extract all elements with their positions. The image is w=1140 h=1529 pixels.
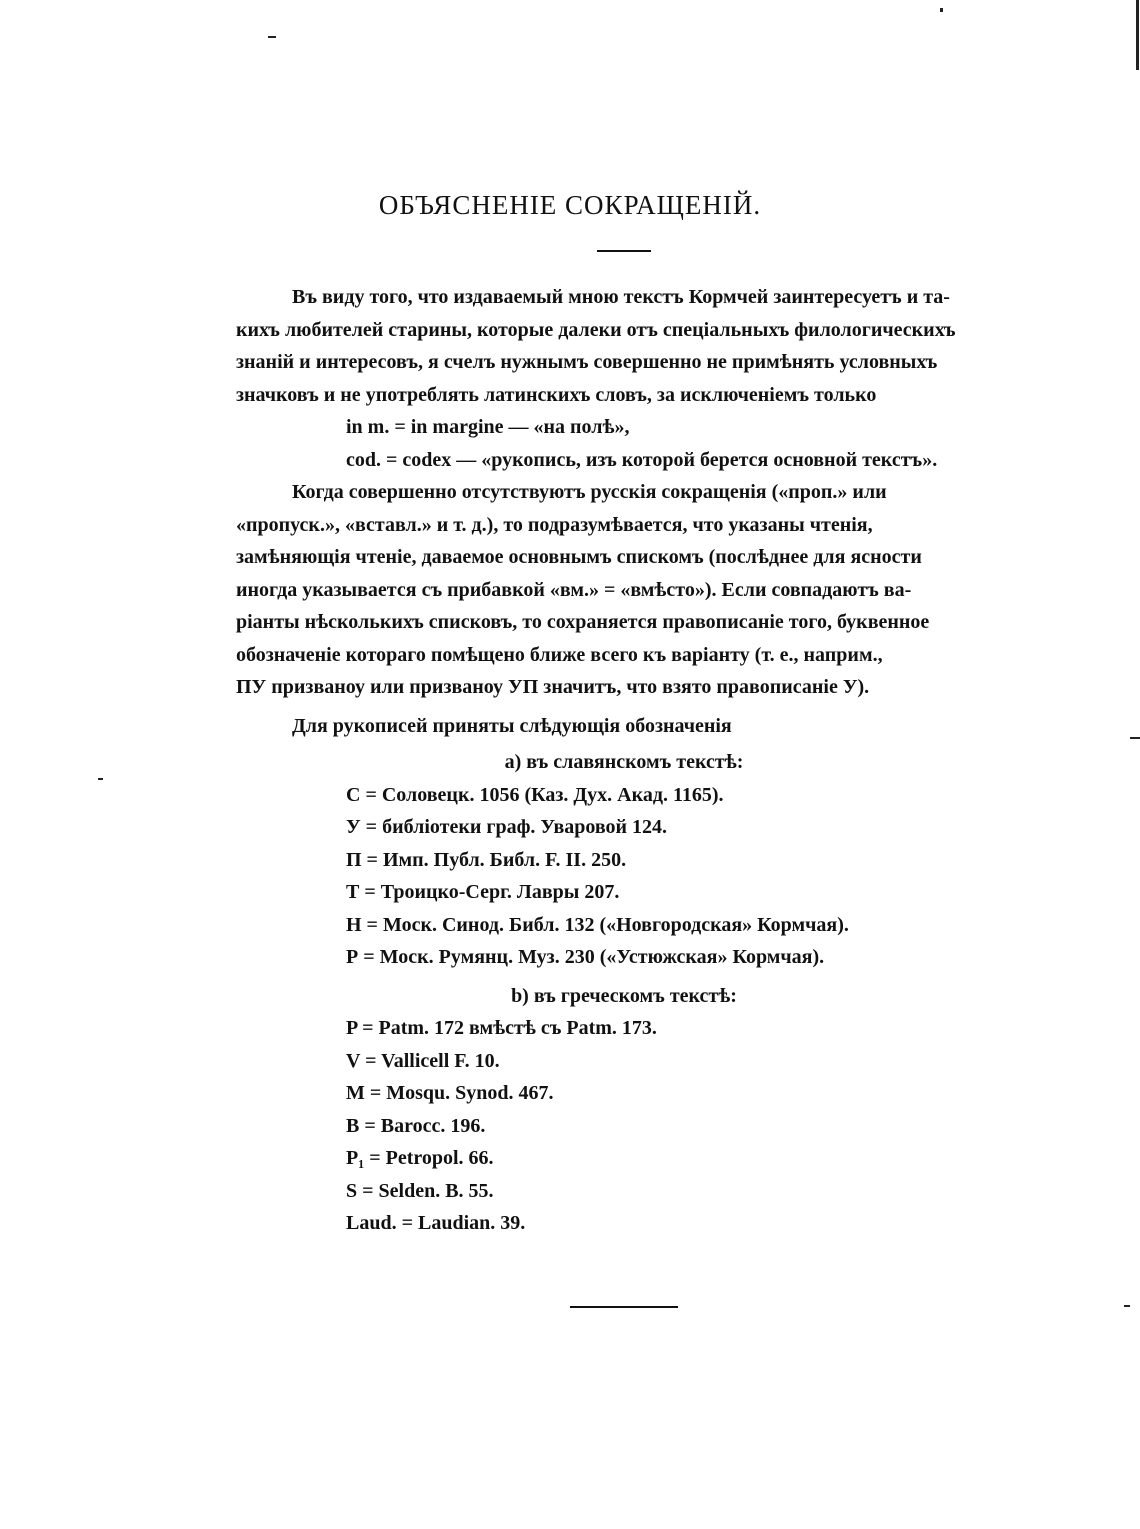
explanation-line: Когда совершенно отсутствуютъ русскія сокращенія («проп.» или bbox=[292, 481, 887, 503]
slavonic-list bbox=[236, 779, 1012, 974]
explanation-line: ріанты нѣсколькихъ списковъ, то сохраняется правописаніе того, буквенное bbox=[236, 611, 930, 633]
list-item: Н = Моск. Синод. Библ. 132 («Новгородская» Кормчая). bbox=[346, 913, 849, 936]
scan-speck bbox=[98, 778, 103, 780]
explanation-line: ПУ призваноу или призваноу УП значитъ, что взято правописаніе У). bbox=[236, 676, 870, 698]
list-item: P = Patm. 172 вмѣстѣ съ Patm. 173. bbox=[346, 1017, 657, 1039]
scan-speck bbox=[940, 8, 943, 12]
intro-line: значковъ и не употреблять латинскихъ словъ, за исключеніемъ только bbox=[236, 383, 877, 406]
latin-term: cod. = codex — «рукопись, изъ которой берется основной текстъ». bbox=[346, 448, 938, 471]
greek-list bbox=[236, 1012, 1012, 1240]
list-item: V = Vallicell F. 10. bbox=[346, 1049, 500, 1072]
explanation-paragraph bbox=[236, 476, 1012, 704]
scan-speck bbox=[1124, 1305, 1130, 1307]
explanation-line: иногда указывается съ прибавкой «вм.» = «вмѣсто»). Если совпадаютъ ва- bbox=[236, 578, 912, 601]
scan-speck bbox=[268, 36, 276, 38]
list-item: Р = Моск. Румянц. Муз. 230 («Устюжская» Кормчая). bbox=[346, 946, 825, 968]
explanation-line: обозначеніе котораго помѣщено ближе всего къ варіанту (т. е., наприм., bbox=[236, 643, 883, 666]
intro-line: Въ виду того, что издаваемый мною текстъ Кормчей заинтересуетъ и та- bbox=[292, 286, 950, 308]
intro-paragraph bbox=[236, 281, 1012, 476]
scan-speck bbox=[1136, 0, 1139, 70]
list-item: M = Mosqu. Synod. 467. bbox=[346, 1082, 554, 1104]
title-rule bbox=[597, 250, 651, 252]
list-item: Laud. = Laudian. 39. bbox=[346, 1212, 526, 1234]
latin-term: in m. = in margine — «на полѣ», bbox=[346, 416, 630, 438]
manuscripts-intro: Для рукописей приняты слѣдующія обозначенія bbox=[292, 714, 732, 737]
explanation-line: «пропуск.», «вставл.» и т. д.), то подразумѣвается, что указаны чтенія, bbox=[236, 513, 873, 536]
page-title: ОБЪЯСНЕНІЕ СОКРАЩЕНІЙ. bbox=[378, 190, 762, 220]
list-item: P₁ = Petropol. 66. bbox=[346, 1147, 494, 1169]
intro-line: кихъ любителей старины, которые далеки отъ спеціальныхъ филологическихъ bbox=[236, 318, 956, 341]
list-item: S = Selden. B. 55. bbox=[346, 1179, 494, 1202]
closing-rule bbox=[570, 1306, 678, 1308]
list-item: П = Имп. Публ. Библ. F. II. 250. bbox=[346, 848, 627, 871]
body-text bbox=[236, 281, 1012, 1240]
slavonic-heading: a) въ славянскомъ текстѣ: bbox=[504, 751, 744, 773]
explanation-line: замѣняющія чтеніе, даваемое основнымъ спискомъ (послѣднее для ясности bbox=[236, 546, 922, 568]
list-item: Т = Троицко-Серг. Лавры 207. bbox=[346, 881, 620, 903]
list-item: У = библіотеки граф. Уваровой 124. bbox=[346, 816, 668, 838]
intro-line: знаній и интересовъ, я счелъ нужнымъ совершенно не примѣнять условныхъ bbox=[236, 351, 938, 373]
list-item: B = Barocc. 196. bbox=[346, 1114, 486, 1137]
list-item: С = Соловецк. 1056 (Каз. Дух. Акад. 1165). bbox=[346, 783, 724, 806]
scan-speck bbox=[1130, 737, 1140, 739]
greek-heading: b) въ греческомъ текстѣ: bbox=[511, 984, 737, 1007]
